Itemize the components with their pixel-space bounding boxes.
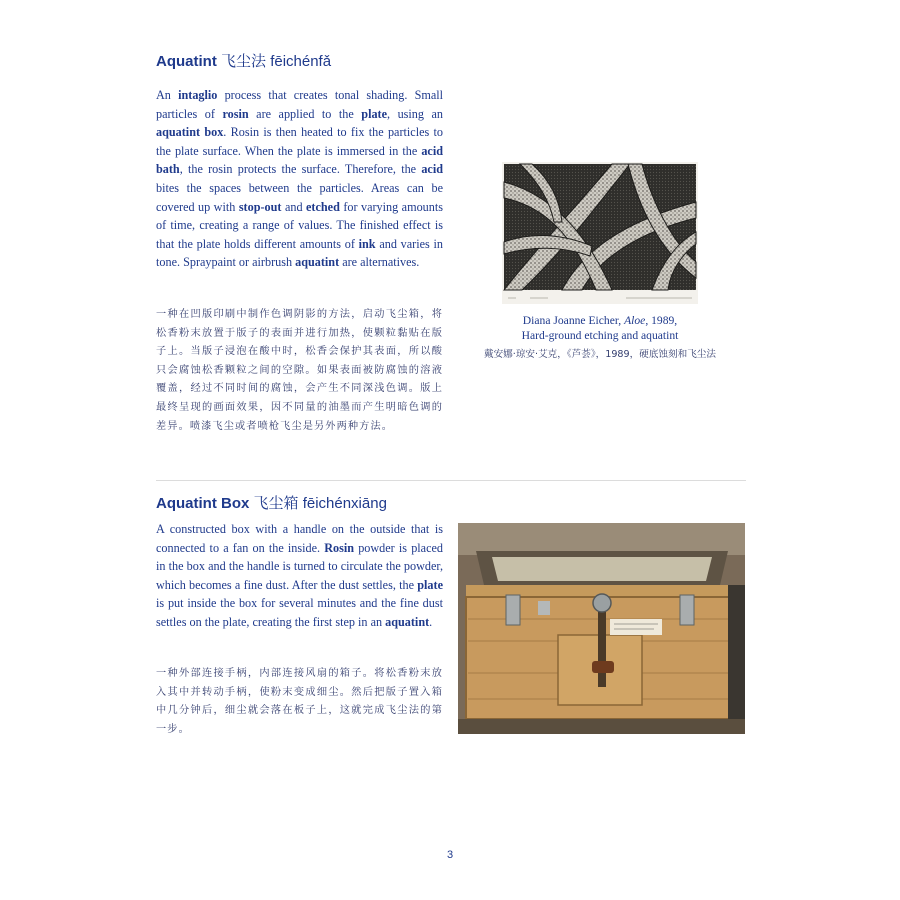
bold-term: aquatint bbox=[295, 255, 340, 270]
bold-term: intaglio bbox=[178, 88, 218, 102]
bold-term: plate bbox=[417, 577, 443, 592]
aquatint-definition-english bbox=[156, 86, 443, 272]
bold-term: aquatint box bbox=[156, 125, 224, 140]
heading-chinese: 飞尘箱 bbox=[253, 495, 299, 512]
text-run: are alternatives. bbox=[339, 255, 420, 270]
text-run: A constructed box with a handle on the outside that is connected to a fan on the inside. bbox=[156, 522, 443, 555]
bold-term: etched bbox=[306, 199, 340, 214]
aquatint-box-definition-chinese: 一种外部连接手柄，内部连接风扇的箱子。将松香粉末放入其中并转动手柄，使粉末变成细尘。然后把版子置入箱中几分钟后，细尘就会落在板子上，这就完成飞尘法的第一步。 bbox=[156, 668, 443, 735]
aloe-caption-chinese: 戴安娜·琼安·艾克，《芦荟》，1989，硬底蚀刻和飞尘法 bbox=[484, 349, 716, 360]
bold-term: stop-out bbox=[238, 199, 282, 214]
text-run: bites the spaces between the particles. Areas can be covered up with bbox=[156, 180, 443, 214]
caption-line-1 bbox=[502, 313, 698, 328]
text-run: process that creates tonal shading. Small particles of bbox=[156, 88, 444, 121]
bold-term: Rosin bbox=[324, 540, 355, 555]
text-run: . Rosin is then heated to fix the particles to the plate surface. When the plate is immersed in the bbox=[156, 125, 444, 158]
bold-term: acid bbox=[421, 162, 443, 177]
caption-year: , 1989, bbox=[645, 314, 678, 327]
caption-line-2: Hard-ground etching and aquatint bbox=[521, 329, 679, 342]
aquatint-box-definition-english bbox=[156, 520, 443, 632]
caption-artist: Diana Joanne Eicher, bbox=[522, 314, 625, 327]
bold-term: acid bath bbox=[156, 143, 443, 177]
section-heading-aquatint-box bbox=[156, 494, 387, 514]
section-divider bbox=[156, 480, 746, 481]
caption-title: Aloe bbox=[624, 314, 646, 327]
bold-term: rosin bbox=[222, 106, 249, 121]
aquatint-box-photo bbox=[458, 523, 745, 734]
page-number: 3 bbox=[446, 849, 454, 861]
text-run: and varies in tone. Spraypaint or airbrush bbox=[156, 236, 443, 270]
bold-term: aquatint bbox=[385, 614, 430, 629]
bold-term: ink bbox=[358, 236, 376, 251]
heading-term: Aquatint Box bbox=[156, 495, 250, 512]
text-run: , the rosin protects the surface. Therefore, the bbox=[179, 162, 422, 177]
text-run: for varying amounts of time, creating a range of values. The finished effect is that the plate holds different amounts of bbox=[156, 199, 443, 251]
aloe-caption-english bbox=[502, 313, 698, 343]
aloe-etching-image bbox=[502, 162, 698, 304]
section-heading-aquatint bbox=[156, 52, 331, 72]
text-run: powder is placed in the box and the handle is turned to circulate the powder, which becomes a fine dust. After the dust settles, the bbox=[156, 540, 443, 592]
heading-pinyin: fēichénxiāng bbox=[302, 495, 387, 512]
heading-pinyin: fēichénfǎ bbox=[270, 53, 332, 70]
heading-term: Aquatint bbox=[156, 53, 217, 70]
text-run: are applied to the bbox=[248, 106, 362, 121]
text-run: is put inside the box for several minutes and the fine dust settles on the plate, creating the first step in an bbox=[156, 596, 443, 629]
text-run: , using an bbox=[387, 106, 443, 121]
heading-chinese: 飞尘法 bbox=[221, 53, 267, 70]
text-run: An bbox=[156, 88, 179, 102]
bold-term: plate bbox=[361, 106, 388, 121]
text-run: and bbox=[281, 199, 307, 214]
aquatint-definition-chinese: 一种在凹版印刷中制作色调阴影的方法，启动飞尘箱，将松香粉末放置于版子的表面并进行加热，使颗粒黏贴在版子上。当版子浸泡在酸中时，松香会保护其表面，所以酸只会腐蚀松香颗粒之间的空隙。如果表面被防腐蚀的溶液覆盖，经过不同时间的腐蚀，会产生不同深浅色调。版上最终呈现的画面效果，因不同量的油墨而产生明暗色调的差异。喷漆飞尘或者喷枪飞尘是另外两种方法。 bbox=[156, 309, 443, 432]
text-run: . bbox=[429, 614, 433, 629]
